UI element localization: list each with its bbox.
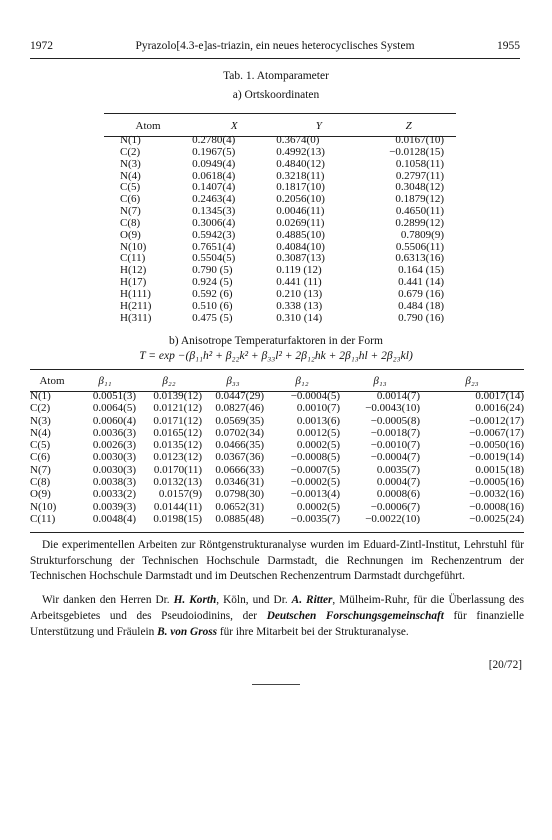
y-cell: 0.338 (13) (276, 299, 323, 312)
thanks-text-3: , Mülheim-Ruhr, für die Überlassung des Arbeitsgebietes und des Pseudoiodinins, der (30, 594, 525, 622)
b11-cell: 0.0033(2) (92, 488, 136, 501)
z-cell: 0.679 (16) (398, 287, 444, 300)
atom-cell: N(3) (120, 157, 141, 170)
paragraph-experimental: Die experimentellen Arbeiten zur Röntgenstrukturanalyse wurden im Eduard-Zintl-Institut, Lehrstuhl für Strukturforschung der Technischen Hochschule Darmstadt, die Rechnungen im Rechenzentrum der Technischen Hochschule Darmstadt und im Deutschen Rechenzentrum Darmstadt durchgeführt. (30, 539, 524, 583)
name-korth: H. Korth (173, 594, 217, 607)
table-a-coordinates (104, 117, 456, 325)
thanks-text-4: für finanzielle Unterstützung und Fräulein (30, 609, 524, 638)
b12-cell: −0.0002(5) (290, 476, 340, 489)
table-b-temperature-factors (30, 372, 524, 525)
table-a-col-y: Y (315, 120, 322, 132)
atom-cell: C(11) (30, 512, 56, 525)
atom-cell: C(5) (30, 439, 51, 452)
b23-cell: −0.0025(24) (469, 512, 524, 525)
running-title: Pyrazolo[4.3-e]as-triazin, ein neues heterocyclisches System (135, 40, 415, 52)
table-b-subcaption: b) Anisotrope Temperaturfaktoren in der Form (169, 335, 383, 347)
thanks-text-1: Wir danken den Herren Dr. (42, 594, 174, 607)
table-row (104, 159, 456, 171)
atom-cell: N(1) (30, 390, 51, 402)
y-cell: 0.0269(11) (276, 216, 325, 229)
b22-cell: 0.0198(15) (153, 512, 202, 525)
atom-cell: N(3) (30, 414, 51, 427)
atom-cell: N(7) (120, 205, 141, 218)
table-a-top-rule (104, 113, 456, 114)
temperature-factor-formula (0, 350, 552, 362)
table-b-bottom-rule (30, 532, 524, 533)
b23-cell: −0.0012(17) (469, 414, 524, 427)
b22-cell: 0.0123(12) (153, 451, 202, 464)
b13-cell: −0.0043(10) (365, 402, 420, 415)
table-a-header-row (104, 117, 456, 135)
x-cell: 0.0618(4) (192, 169, 236, 182)
page-number-left: 1972 (30, 40, 53, 52)
atom-cell: N(7) (30, 463, 51, 476)
y-cell: 0.4840(12) (276, 157, 325, 170)
manuscript-reference: [20/72] (488, 659, 522, 671)
atom-cell: N(1) (120, 134, 141, 146)
table-row (30, 501, 524, 513)
z-cell: 0.164 (15) (398, 264, 444, 277)
table-row (104, 301, 456, 313)
y-cell: 0.3087(13) (276, 252, 325, 265)
b11-cell: 0.0038(3) (92, 476, 136, 489)
b23-cell: −0.0005(16) (469, 476, 524, 489)
y-cell: 0.4992(13) (276, 145, 325, 158)
thanks-text-2: , Köln, und Dr. (216, 594, 292, 607)
b13-cell: −0.0005(8) (370, 414, 420, 427)
b11-cell: 0.0030(3) (92, 463, 136, 476)
y-cell: 0.4084(10) (276, 240, 325, 253)
atom-cell: C(11) (120, 252, 146, 265)
b13-cell: 0.0008(6) (376, 488, 420, 501)
table-a-col-z: Z (405, 120, 412, 132)
z-cell: 0.3048(12) (395, 181, 444, 194)
x-cell: 0.475 (5) (192, 311, 233, 324)
b22-cell: 0.0170(11) (153, 463, 202, 476)
x-cell: 0.2780(4) (192, 134, 236, 146)
atom-cell: N(4) (30, 426, 51, 439)
atom-cell: C(6) (30, 451, 51, 464)
formula-lhs: T = exp (139, 350, 175, 362)
b33-cell: 0.0666(33) (215, 463, 264, 476)
b12-cell: 0.0013(6) (296, 414, 340, 427)
atom-cell: H(12) (120, 264, 147, 277)
y-cell: 0.0046(11) (276, 205, 325, 218)
b11-cell: 0.0030(3) (92, 451, 136, 464)
y-cell: 0.119 (12) (276, 264, 322, 277)
y-cell: 0.210 (13) (276, 287, 323, 300)
formula-body: −(β₁₁h² + β₂₂k² + β₃₃l² + 2β₁₂hk + 2β₁₃hl + 2β₂₃kl) (177, 350, 413, 362)
y-cell: 0.1817(10) (276, 181, 325, 194)
b11-cell: 0.0064(5) (92, 402, 136, 415)
table-b-col-b12: β₁₂ (295, 375, 309, 387)
z-cell: 0.2797(11) (395, 169, 444, 182)
b11-cell: 0.0039(3) (92, 500, 136, 513)
z-cell: 0.5506(11) (395, 240, 444, 253)
b11-cell: 0.0036(3) (92, 426, 136, 439)
z-cell: 0.1058(11) (395, 157, 444, 170)
table-row (30, 451, 524, 463)
atom-cell: O(9) (30, 488, 51, 501)
b13-cell: 0.0004(7) (376, 476, 420, 489)
table-a-col-atom: Atom (135, 120, 161, 132)
table-row (30, 390, 524, 402)
x-cell: 0.5504(5) (192, 252, 236, 265)
b23-cell: 0.0017(14) (475, 390, 524, 402)
b23-cell: −0.0019(14) (469, 451, 524, 464)
table-row (104, 218, 456, 230)
name-dfg: Deutschen Forschungsgemeinschaft (266, 609, 444, 622)
b22-cell: 0.0171(12) (153, 414, 202, 427)
b11-cell: 0.0051(3) (92, 390, 136, 402)
paragraph-thanks (30, 593, 524, 640)
b33-cell: 0.0798(30) (215, 488, 264, 501)
table-row (104, 147, 456, 159)
x-cell: 0.1407(4) (192, 181, 236, 194)
b23-cell: −0.0050(16) (469, 439, 524, 452)
y-cell: 0.3674(0) (276, 134, 320, 146)
atom-cell: O(9) (120, 228, 141, 241)
atom-cell: H(211) (120, 299, 152, 312)
b33-cell: 0.0447(29) (215, 390, 264, 402)
b33-cell: 0.0827(46) (215, 402, 264, 415)
b22-cell: 0.0132(13) (153, 476, 202, 489)
table-b-col-b13: β₁₃ (373, 375, 387, 387)
table-b-col-atom: Atom (39, 375, 65, 387)
b12-cell: −0.0035(7) (290, 512, 340, 525)
table-row (30, 402, 524, 414)
z-cell: 0.4650(11) (395, 205, 444, 218)
name-ritter: A. Ritter (291, 594, 333, 607)
atom-cell: C(2) (120, 145, 141, 158)
x-cell: 0.790 (5) (192, 264, 233, 277)
name-gross: B. von Gross (157, 625, 218, 638)
b12-cell: −0.0004(5) (290, 390, 340, 402)
y-cell: 0.3218(11) (276, 169, 325, 182)
table-b-header-row (30, 372, 524, 390)
b23-cell: −0.0067(17) (469, 426, 524, 439)
atom-cell: H(111) (120, 287, 151, 300)
b12-cell: −0.0013(4) (290, 488, 340, 501)
table-row (30, 464, 524, 476)
b13-cell: −0.0018(7) (370, 426, 420, 439)
table-row (30, 513, 524, 525)
x-cell: 0.7651(4) (192, 240, 236, 253)
b13-cell: −0.0010(7) (370, 439, 420, 452)
b12-cell: 0.0002(5) (296, 439, 340, 452)
table-b-col-b33: β₃₃ (226, 375, 240, 387)
page-number-right: 1955 (497, 40, 520, 52)
b13-cell: 0.0014(7) (376, 390, 420, 402)
x-cell: 0.510 (6) (192, 299, 233, 312)
b33-cell: 0.0885(48) (215, 512, 264, 525)
x-cell: 0.1345(3) (192, 205, 236, 218)
table-row (30, 415, 524, 427)
b23-cell: 0.0016(24) (475, 402, 524, 415)
table-row (30, 427, 524, 439)
b13-cell: 0.0035(7) (376, 463, 420, 476)
table-row (30, 439, 524, 451)
table-b-col-b23: β₂₃ (465, 375, 479, 387)
atom-cell: N(4) (120, 169, 141, 182)
x-cell: 0.2463(4) (192, 193, 236, 206)
b12-cell: 0.0002(5) (296, 500, 340, 513)
table-a-col-x: X (230, 120, 238, 132)
b22-cell: 0.0165(12) (153, 426, 202, 439)
table-caption: Tab. 1. Atomparameter (223, 70, 329, 82)
end-rule (252, 684, 300, 685)
y-cell: 0.441 (11) (276, 276, 322, 289)
z-cell: 0.441 (14) (398, 276, 444, 289)
b12-cell: −0.0008(5) (290, 451, 340, 464)
atom-cell: N(10) (120, 240, 147, 253)
z-cell: 0.484 (18) (398, 299, 444, 312)
table-row (104, 230, 456, 242)
table-b-col-b11: β₁₁ (98, 375, 112, 387)
b33-cell: 0.0367(36) (215, 451, 264, 464)
b33-cell: 0.0569(35) (215, 414, 264, 427)
b11-cell: 0.0026(3) (92, 439, 136, 452)
atom-cell: C(8) (30, 476, 51, 489)
b11-cell: 0.0060(4) (92, 414, 136, 427)
header-rule (30, 58, 520, 59)
table-row (30, 488, 524, 500)
z-cell: 0.2899(12) (395, 216, 444, 229)
running-head (30, 40, 520, 56)
b23-cell: 0.0015(18) (475, 463, 524, 476)
thanks-text-5: für ihre Mitarbeit bei der Strukturanalyse. (217, 625, 409, 638)
b12-cell: 0.0012(5) (296, 426, 340, 439)
b13-cell: −0.0004(7) (370, 451, 420, 464)
y-cell: 0.4885(10) (276, 228, 325, 241)
table-b-top-rule (30, 369, 524, 370)
b22-cell: 0.0144(11) (153, 500, 202, 513)
acknowledgements (30, 538, 524, 640)
x-cell: 0.924 (5) (192, 276, 233, 289)
atom-cell: C(2) (30, 402, 51, 415)
atom-cell: N(10) (30, 500, 57, 513)
b22-cell: 0.0135(12) (153, 439, 202, 452)
b23-cell: −0.0032(16) (469, 488, 524, 501)
b33-cell: 0.0702(34) (215, 426, 264, 439)
table-a-subcaption: a) Ortskoordinaten (232, 89, 320, 101)
z-cell: −0.0128(15) (389, 145, 444, 158)
b33-cell: 0.0346(31) (215, 476, 264, 489)
x-cell: 0.5942(3) (192, 228, 236, 241)
table-row (104, 313, 456, 325)
atom-cell: C(5) (120, 181, 141, 194)
b12-cell: −0.0007(5) (290, 463, 340, 476)
atom-cell: C(6) (120, 193, 141, 206)
x-cell: 0.3006(4) (192, 216, 236, 229)
b22-cell: 0.0139(12) (153, 390, 202, 402)
atom-cell: H(311) (120, 311, 152, 324)
x-cell: 0.1967(5) (192, 145, 236, 158)
z-cell: 0.790 (16) (398, 311, 444, 324)
y-cell: 0.2056(10) (276, 193, 325, 206)
y-cell: 0.310 (14) (276, 311, 323, 324)
table-b-col-b22: β₂₂ (162, 375, 176, 387)
b13-cell: −0.0022(10) (365, 512, 420, 525)
b33-cell: 0.0652(31) (215, 500, 264, 513)
b23-cell: −0.0008(16) (469, 500, 524, 513)
z-cell: 0.1879(12) (395, 193, 444, 206)
b13-cell: −0.0006(7) (370, 500, 420, 513)
x-cell: 0.592 (6) (192, 287, 233, 300)
table-row (30, 476, 524, 488)
x-cell: 0.0949(4) (192, 157, 236, 170)
z-cell: 0.0167(10) (395, 134, 444, 146)
b22-cell: 0.0157(9) (158, 488, 202, 501)
z-cell: 0.7809(9) (400, 228, 444, 241)
b11-cell: 0.0048(4) (92, 512, 136, 525)
atom-cell: H(17) (120, 276, 147, 289)
z-cell: 0.6313(16) (395, 252, 444, 265)
b22-cell: 0.0121(12) (153, 402, 202, 415)
b33-cell: 0.0466(35) (215, 439, 264, 452)
atom-cell: C(8) (120, 216, 141, 229)
b12-cell: 0.0010(7) (296, 402, 340, 415)
